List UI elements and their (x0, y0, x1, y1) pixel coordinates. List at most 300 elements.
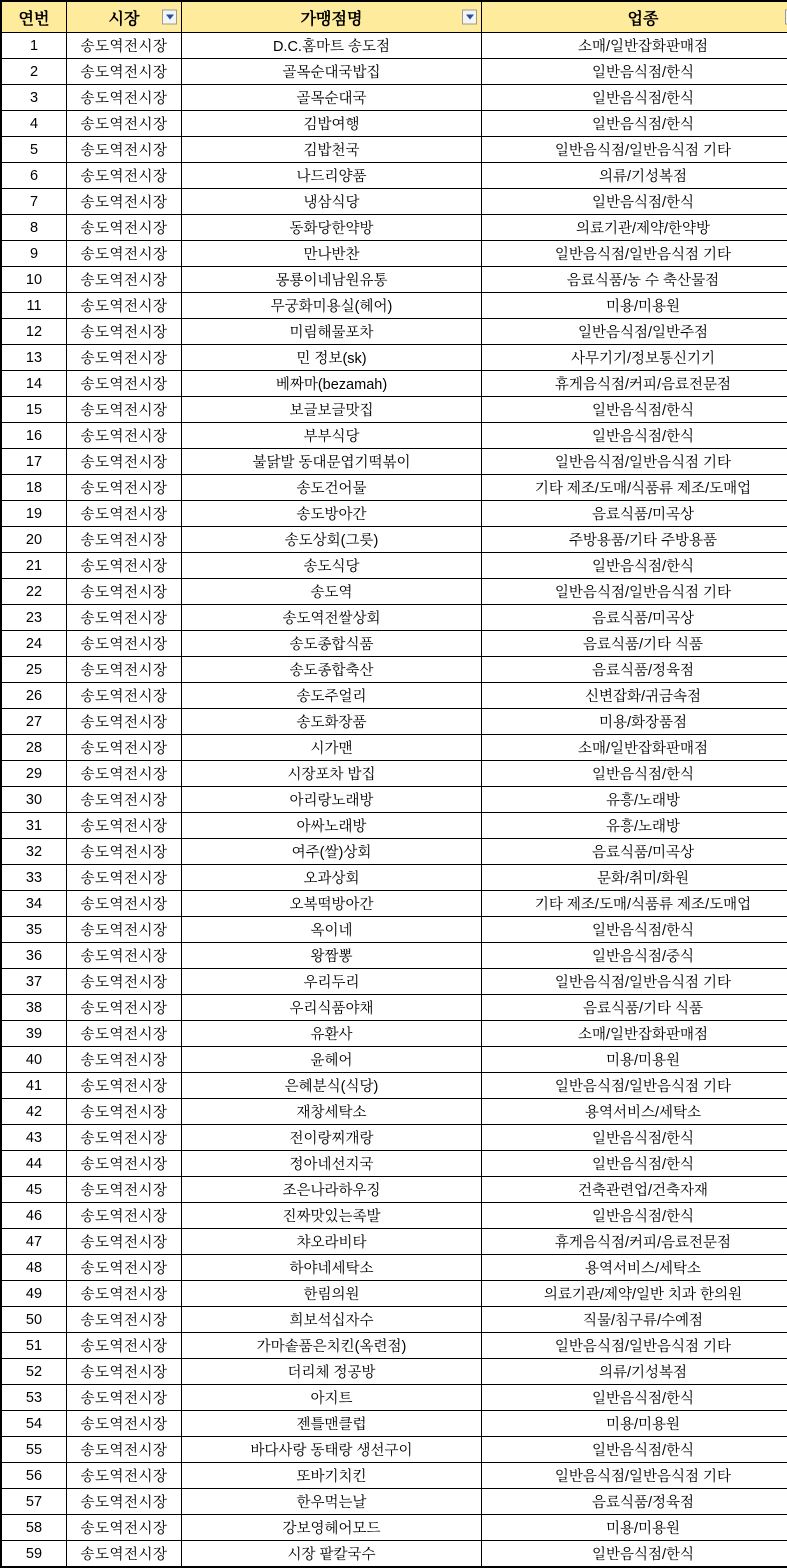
cell-no[interactable]: 37 (1, 969, 67, 995)
cell-market[interactable]: 송도역전시장 (67, 1411, 182, 1437)
cell-market[interactable]: 송도역전시장 (67, 1047, 182, 1073)
cell-business-type[interactable]: 용역서비스/세탁소 (482, 1099, 787, 1125)
cell-business-type[interactable]: 일반음식점/일반음식점 기타 (482, 1073, 787, 1099)
cell-market[interactable]: 송도역전시장 (67, 683, 182, 709)
cell-store-name[interactable]: 김밥여행 (182, 111, 482, 137)
cell-business-type[interactable]: 소매/일반잡화판매점 (482, 33, 787, 59)
cell-business-type[interactable]: 일반음식점/중식 (482, 943, 787, 969)
cell-store-name[interactable]: 챠오라비타 (182, 1229, 482, 1255)
cell-store-name[interactable]: 더리체 정공방 (182, 1359, 482, 1385)
cell-business-type[interactable]: 의료기관/제약/일반 치과 한의원 (482, 1281, 787, 1307)
cell-market[interactable]: 송도역전시장 (67, 1333, 182, 1359)
cell-business-type[interactable]: 소매/일반잡화판매점 (482, 735, 787, 761)
table-row[interactable] (1, 527, 787, 553)
cell-store-name[interactable]: 송도역 (182, 579, 482, 605)
table-row[interactable] (1, 241, 787, 267)
cell-no[interactable]: 10 (1, 267, 67, 293)
cell-business-type[interactable]: 기타 제조/도매/식품류 제조/도매업 (482, 891, 787, 917)
table-row[interactable] (1, 501, 787, 527)
cell-store-name[interactable]: 불닭발 동대문엽기떡볶이 (182, 449, 482, 475)
cell-no[interactable]: 55 (1, 1437, 67, 1463)
table-row[interactable] (1, 33, 787, 59)
cell-no[interactable]: 43 (1, 1125, 67, 1151)
cell-business-type[interactable]: 음료식품/미곡상 (482, 501, 787, 527)
cell-business-type[interactable]: 음료식품/미곡상 (482, 839, 787, 865)
cell-store-name[interactable]: 강보영헤어모드 (182, 1515, 482, 1541)
filter-dropdown-icon-market[interactable] (162, 10, 177, 25)
cell-no[interactable]: 9 (1, 241, 67, 267)
cell-store-name[interactable]: 아싸노래방 (182, 813, 482, 839)
cell-market[interactable]: 송도역전시장 (67, 839, 182, 865)
column-header-no[interactable] (1, 1, 67, 33)
cell-business-type[interactable]: 일반음식점/한식 (482, 1437, 787, 1463)
cell-store-name[interactable]: 조은나라하우징 (182, 1177, 482, 1203)
table-row[interactable] (1, 1463, 787, 1489)
cell-no[interactable]: 31 (1, 813, 67, 839)
table-row[interactable] (1, 813, 787, 839)
cell-no[interactable]: 50 (1, 1307, 67, 1333)
cell-store-name[interactable]: 재창세탁소 (182, 1099, 482, 1125)
cell-store-name[interactable]: 오과상회 (182, 865, 482, 891)
cell-business-type[interactable]: 일반음식점/일반음식점 기타 (482, 579, 787, 605)
cell-market[interactable]: 송도역전시장 (67, 579, 182, 605)
cell-store-name[interactable]: 또바기치킨 (182, 1463, 482, 1489)
table-row[interactable] (1, 475, 787, 501)
cell-store-name[interactable]: 동화당한약방 (182, 215, 482, 241)
cell-market[interactable]: 송도역전시장 (67, 787, 182, 813)
table-row[interactable] (1, 735, 787, 761)
cell-no[interactable]: 30 (1, 787, 67, 813)
cell-business-type[interactable]: 일반음식점/일반음식점 기타 (482, 449, 787, 475)
table-row[interactable] (1, 163, 787, 189)
cell-no[interactable]: 59 (1, 1541, 67, 1568)
cell-business-type[interactable]: 음료식품/기타 식품 (482, 631, 787, 657)
cell-market[interactable]: 송도역전시장 (67, 1099, 182, 1125)
cell-store-name[interactable]: 유환사 (182, 1021, 482, 1047)
cell-store-name[interactable]: 송도상회(그릇) (182, 527, 482, 553)
table-row[interactable] (1, 59, 787, 85)
cell-no[interactable]: 33 (1, 865, 67, 891)
cell-market[interactable]: 송도역전시장 (67, 1177, 182, 1203)
cell-market[interactable]: 송도역전시장 (67, 1437, 182, 1463)
cell-no[interactable]: 52 (1, 1359, 67, 1385)
cell-business-type[interactable]: 휴게음식점/커피/음료전문점 (482, 371, 787, 397)
table-row[interactable] (1, 683, 787, 709)
cell-no[interactable]: 35 (1, 917, 67, 943)
cell-market[interactable]: 송도역전시장 (67, 865, 182, 891)
cell-store-name[interactable]: 아리랑노래방 (182, 787, 482, 813)
table-row[interactable] (1, 995, 787, 1021)
cell-business-type[interactable]: 일반음식점/일반음식점 기타 (482, 1333, 787, 1359)
cell-market[interactable]: 송도역전시장 (67, 397, 182, 423)
cell-store-name[interactable]: 시가맨 (182, 735, 482, 761)
cell-store-name[interactable]: 송도방아간 (182, 501, 482, 527)
table-row[interactable] (1, 1359, 787, 1385)
cell-market[interactable]: 송도역전시장 (67, 345, 182, 371)
cell-no[interactable]: 25 (1, 657, 67, 683)
cell-market[interactable]: 송도역전시장 (67, 449, 182, 475)
cell-business-type[interactable]: 일반음식점/한식 (482, 761, 787, 787)
table-row[interactable] (1, 1307, 787, 1333)
cell-store-name[interactable]: 젠틀맨클럽 (182, 1411, 482, 1437)
cell-market[interactable]: 송도역전시장 (67, 553, 182, 579)
cell-store-name[interactable]: 송도건어물 (182, 475, 482, 501)
cell-store-name[interactable]: 바다사랑 동태랑 생선구이 (182, 1437, 482, 1463)
cell-market[interactable]: 송도역전시장 (67, 527, 182, 553)
cell-business-type[interactable]: 음료식품/농 수 축산물점 (482, 267, 787, 293)
cell-no[interactable]: 15 (1, 397, 67, 423)
cell-no[interactable]: 27 (1, 709, 67, 735)
table-row[interactable] (1, 267, 787, 293)
cell-store-name[interactable]: 시장 팥칼국수 (182, 1541, 482, 1568)
cell-business-type[interactable]: 소매/일반잡화판매점 (482, 1021, 787, 1047)
cell-no[interactable]: 48 (1, 1255, 67, 1281)
cell-no[interactable]: 2 (1, 59, 67, 85)
table-row[interactable] (1, 1021, 787, 1047)
cell-no[interactable]: 13 (1, 345, 67, 371)
cell-market[interactable]: 송도역전시장 (67, 1463, 182, 1489)
cell-no[interactable]: 40 (1, 1047, 67, 1073)
table-row[interactable] (1, 1437, 787, 1463)
table-row[interactable] (1, 943, 787, 969)
cell-business-type[interactable]: 일반음식점/한식 (482, 1203, 787, 1229)
cell-no[interactable]: 6 (1, 163, 67, 189)
cell-no[interactable]: 45 (1, 1177, 67, 1203)
cell-market[interactable]: 송도역전시장 (67, 475, 182, 501)
cell-market[interactable]: 송도역전시장 (67, 501, 182, 527)
cell-store-name[interactable]: 진짜맛있는족발 (182, 1203, 482, 1229)
cell-market[interactable]: 송도역전시장 (67, 995, 182, 1021)
cell-business-type[interactable]: 일반음식점/일반음식점 기타 (482, 1463, 787, 1489)
cell-store-name[interactable]: 몽룡이네남원유통 (182, 267, 482, 293)
cell-market[interactable]: 송도역전시장 (67, 1073, 182, 1099)
cell-market[interactable]: 송도역전시장 (67, 1359, 182, 1385)
cell-market[interactable]: 송도역전시장 (67, 1281, 182, 1307)
cell-market[interactable]: 송도역전시장 (67, 943, 182, 969)
cell-market[interactable]: 송도역전시장 (67, 137, 182, 163)
cell-market[interactable]: 송도역전시장 (67, 891, 182, 917)
table-row[interactable] (1, 1073, 787, 1099)
cell-store-name[interactable]: 아지트 (182, 1385, 482, 1411)
cell-business-type[interactable]: 신변잡화/귀금속점 (482, 683, 787, 709)
cell-market[interactable]: 송도역전시장 (67, 293, 182, 319)
cell-no[interactable]: 17 (1, 449, 67, 475)
table-row[interactable] (1, 345, 787, 371)
cell-business-type[interactable]: 일반음식점/한식 (482, 423, 787, 449)
cell-no[interactable]: 18 (1, 475, 67, 501)
cell-business-type[interactable]: 미용/화장품점 (482, 709, 787, 735)
table-row[interactable] (1, 1203, 787, 1229)
cell-no[interactable]: 26 (1, 683, 67, 709)
cell-store-name[interactable]: 한우먹는날 (182, 1489, 482, 1515)
cell-no[interactable]: 44 (1, 1151, 67, 1177)
cell-store-name[interactable]: 미림해물포차 (182, 319, 482, 345)
column-header-business-type[interactable] (482, 1, 787, 33)
cell-store-name[interactable]: 무궁화미용실(헤어) (182, 293, 482, 319)
cell-no[interactable]: 20 (1, 527, 67, 553)
cell-store-name[interactable]: 한림의원 (182, 1281, 482, 1307)
cell-store-name[interactable]: 옥이네 (182, 917, 482, 943)
table-row[interactable] (1, 1541, 787, 1568)
table-row[interactable] (1, 371, 787, 397)
filter-dropdown-icon-store-name[interactable] (462, 10, 477, 25)
cell-business-type[interactable]: 일반음식점/한식 (482, 553, 787, 579)
cell-market[interactable]: 송도역전시장 (67, 761, 182, 787)
cell-no[interactable]: 11 (1, 293, 67, 319)
cell-business-type[interactable]: 직물/침구류/수예점 (482, 1307, 787, 1333)
cell-no[interactable]: 41 (1, 1073, 67, 1099)
cell-business-type[interactable]: 일반음식점/일반주점 (482, 319, 787, 345)
cell-market[interactable]: 송도역전시장 (67, 1489, 182, 1515)
cell-market[interactable]: 송도역전시장 (67, 1021, 182, 1047)
cell-no[interactable]: 1 (1, 33, 67, 59)
cell-business-type[interactable]: 미용/미용원 (482, 1047, 787, 1073)
table-row[interactable] (1, 1229, 787, 1255)
table-row[interactable] (1, 1099, 787, 1125)
cell-store-name[interactable]: 냉삼식당 (182, 189, 482, 215)
cell-store-name[interactable]: 송도화장품 (182, 709, 482, 735)
cell-market[interactable]: 송도역전시장 (67, 163, 182, 189)
cell-market[interactable]: 송도역전시장 (67, 33, 182, 59)
table-row[interactable] (1, 1047, 787, 1073)
cell-no[interactable]: 49 (1, 1281, 67, 1307)
cell-store-name[interactable]: 희보석십자수 (182, 1307, 482, 1333)
cell-market[interactable]: 송도역전시장 (67, 423, 182, 449)
table-row[interactable] (1, 1255, 787, 1281)
table-row[interactable] (1, 111, 787, 137)
cell-market[interactable]: 송도역전시장 (67, 1151, 182, 1177)
cell-market[interactable]: 송도역전시장 (67, 1229, 182, 1255)
cell-store-name[interactable]: 김밥천국 (182, 137, 482, 163)
table-row[interactable] (1, 891, 787, 917)
cell-market[interactable]: 송도역전시장 (67, 371, 182, 397)
cell-store-name[interactable]: 정아네선지국 (182, 1151, 482, 1177)
cell-store-name[interactable]: D.C.홈마트 송도점 (182, 33, 482, 59)
cell-store-name[interactable]: 은혜분식(식당) (182, 1073, 482, 1099)
table-row[interactable] (1, 1385, 787, 1411)
cell-no[interactable]: 56 (1, 1463, 67, 1489)
table-row[interactable] (1, 631, 787, 657)
table-row[interactable] (1, 1281, 787, 1307)
cell-store-name[interactable]: 송도식당 (182, 553, 482, 579)
cell-store-name[interactable]: 골목순대국 (182, 85, 482, 111)
cell-store-name[interactable]: 여주(쌀)상회 (182, 839, 482, 865)
cell-store-name[interactable]: 골목순대국밥집 (182, 59, 482, 85)
cell-market[interactable]: 송도역전시장 (67, 1541, 182, 1568)
cell-store-name[interactable]: 송도주얼리 (182, 683, 482, 709)
cell-no[interactable]: 38 (1, 995, 67, 1021)
table-row[interactable] (1, 215, 787, 241)
table-row[interactable] (1, 1125, 787, 1151)
column-header-market[interactable] (67, 1, 182, 33)
cell-business-type[interactable]: 일반음식점/한식 (482, 1125, 787, 1151)
table-row[interactable] (1, 657, 787, 683)
table-row[interactable] (1, 839, 787, 865)
table-row[interactable] (1, 1151, 787, 1177)
cell-no[interactable]: 29 (1, 761, 67, 787)
cell-business-type[interactable]: 음료식품/미곡상 (482, 605, 787, 631)
table-row[interactable] (1, 787, 787, 813)
column-header-store-name[interactable] (182, 1, 482, 33)
table-row[interactable] (1, 423, 787, 449)
cell-no[interactable]: 53 (1, 1385, 67, 1411)
cell-market[interactable]: 송도역전시장 (67, 241, 182, 267)
cell-market[interactable]: 송도역전시장 (67, 85, 182, 111)
cell-business-type[interactable]: 미용/미용원 (482, 293, 787, 319)
cell-business-type[interactable]: 일반음식점/일반음식점 기타 (482, 241, 787, 267)
cell-business-type[interactable]: 미용/미용원 (482, 1411, 787, 1437)
cell-market[interactable]: 송도역전시장 (67, 1515, 182, 1541)
cell-market[interactable]: 송도역전시장 (67, 657, 182, 683)
cell-business-type[interactable]: 음료식품/기타 식품 (482, 995, 787, 1021)
cell-store-name[interactable]: 만나반찬 (182, 241, 482, 267)
cell-business-type[interactable]: 일반음식점/한식 (482, 189, 787, 215)
cell-no[interactable]: 57 (1, 1489, 67, 1515)
cell-no[interactable]: 24 (1, 631, 67, 657)
table-row[interactable] (1, 579, 787, 605)
cell-store-name[interactable]: 부부식당 (182, 423, 482, 449)
table-row[interactable] (1, 605, 787, 631)
cell-market[interactable]: 송도역전시장 (67, 319, 182, 345)
cell-business-type[interactable]: 유흥/노래방 (482, 787, 787, 813)
cell-market[interactable]: 송도역전시장 (67, 1385, 182, 1411)
cell-no[interactable]: 32 (1, 839, 67, 865)
table-row[interactable] (1, 137, 787, 163)
cell-business-type[interactable]: 일반음식점/한식 (482, 397, 787, 423)
cell-no[interactable]: 7 (1, 189, 67, 215)
table-row[interactable] (1, 1489, 787, 1515)
cell-market[interactable]: 송도역전시장 (67, 267, 182, 293)
table-row[interactable] (1, 449, 787, 475)
cell-store-name[interactable]: 하야네세탁소 (182, 1255, 482, 1281)
cell-market[interactable]: 송도역전시장 (67, 709, 182, 735)
cell-store-name[interactable]: 송도역전쌀상회 (182, 605, 482, 631)
cell-no[interactable]: 23 (1, 605, 67, 631)
cell-store-name[interactable]: 윤헤어 (182, 1047, 482, 1073)
cell-no[interactable]: 54 (1, 1411, 67, 1437)
table-row[interactable] (1, 917, 787, 943)
cell-store-name[interactable]: 송도종합식품 (182, 631, 482, 657)
table-row[interactable] (1, 319, 787, 345)
cell-business-type[interactable]: 일반음식점/한식 (482, 917, 787, 943)
cell-no[interactable]: 28 (1, 735, 67, 761)
cell-no[interactable]: 21 (1, 553, 67, 579)
cell-business-type[interactable]: 일반음식점/한식 (482, 59, 787, 85)
cell-market[interactable]: 송도역전시장 (67, 1125, 182, 1151)
cell-business-type[interactable]: 일반음식점/일반음식점 기타 (482, 137, 787, 163)
cell-market[interactable]: 송도역전시장 (67, 631, 182, 657)
table-row[interactable] (1, 293, 787, 319)
cell-no[interactable]: 34 (1, 891, 67, 917)
cell-store-name[interactable]: 전이랑찌개랑 (182, 1125, 482, 1151)
cell-business-type[interactable]: 음료식품/정육점 (482, 1489, 787, 1515)
table-row[interactable] (1, 1333, 787, 1359)
cell-business-type[interactable]: 음료식품/정육점 (482, 657, 787, 683)
cell-store-name[interactable]: 송도종합축산 (182, 657, 482, 683)
cell-no[interactable]: 47 (1, 1229, 67, 1255)
table-row[interactable] (1, 553, 787, 579)
cell-store-name[interactable]: 왕짬뽕 (182, 943, 482, 969)
cell-business-type[interactable]: 의료기관/제약/한약방 (482, 215, 787, 241)
cell-market[interactable]: 송도역전시장 (67, 1203, 182, 1229)
cell-business-type[interactable]: 사무기기/정보통신기기 (482, 345, 787, 371)
cell-business-type[interactable]: 의류/기성복점 (482, 163, 787, 189)
cell-market[interactable]: 송도역전시장 (67, 969, 182, 995)
cell-market[interactable]: 송도역전시장 (67, 735, 182, 761)
cell-no[interactable]: 39 (1, 1021, 67, 1047)
cell-market[interactable]: 송도역전시장 (67, 917, 182, 943)
cell-business-type[interactable]: 일반음식점/한식 (482, 85, 787, 111)
cell-store-name[interactable]: 우리두리 (182, 969, 482, 995)
cell-market[interactable]: 송도역전시장 (67, 59, 182, 85)
cell-market[interactable]: 송도역전시장 (67, 189, 182, 215)
table-row[interactable] (1, 1411, 787, 1437)
cell-business-type[interactable]: 미용/미용원 (482, 1515, 787, 1541)
cell-no[interactable]: 4 (1, 111, 67, 137)
table-row[interactable] (1, 969, 787, 995)
cell-no[interactable]: 3 (1, 85, 67, 111)
cell-business-type[interactable]: 기타 제조/도매/식품류 제조/도매업 (482, 475, 787, 501)
cell-business-type[interactable]: 일반음식점/한식 (482, 1151, 787, 1177)
table-row[interactable] (1, 85, 787, 111)
table-row[interactable] (1, 709, 787, 735)
cell-market[interactable]: 송도역전시장 (67, 215, 182, 241)
table-row[interactable] (1, 1177, 787, 1203)
table-row[interactable] (1, 1515, 787, 1541)
cell-business-type[interactable]: 일반음식점/한식 (482, 1385, 787, 1411)
cell-business-type[interactable]: 의류/기성복점 (482, 1359, 787, 1385)
cell-store-name[interactable]: 민 정보(sk) (182, 345, 482, 371)
table-row[interactable] (1, 189, 787, 215)
cell-business-type[interactable]: 일반음식점/일반음식점 기타 (482, 969, 787, 995)
cell-market[interactable]: 송도역전시장 (67, 605, 182, 631)
cell-store-name[interactable]: 보글보글맛집 (182, 397, 482, 423)
cell-market[interactable]: 송도역전시장 (67, 1255, 182, 1281)
cell-no[interactable]: 19 (1, 501, 67, 527)
table-row[interactable] (1, 397, 787, 423)
cell-no[interactable]: 14 (1, 371, 67, 397)
cell-no[interactable]: 5 (1, 137, 67, 163)
cell-business-type[interactable]: 문화/취미/화원 (482, 865, 787, 891)
cell-market[interactable]: 송도역전시장 (67, 111, 182, 137)
cell-business-type[interactable]: 용역서비스/세탁소 (482, 1255, 787, 1281)
cell-business-type[interactable]: 건축관련업/건축자재 (482, 1177, 787, 1203)
cell-no[interactable]: 36 (1, 943, 67, 969)
cell-business-type[interactable]: 일반음식점/한식 (482, 111, 787, 137)
cell-no[interactable]: 42 (1, 1099, 67, 1125)
cell-store-name[interactable]: 베짜마(bezamah) (182, 371, 482, 397)
cell-market[interactable]: 송도역전시장 (67, 1307, 182, 1333)
table-row[interactable] (1, 865, 787, 891)
cell-no[interactable]: 16 (1, 423, 67, 449)
cell-no[interactable]: 8 (1, 215, 67, 241)
cell-business-type[interactable]: 일반음식점/한식 (482, 1541, 787, 1568)
cell-market[interactable]: 송도역전시장 (67, 813, 182, 839)
cell-no[interactable]: 51 (1, 1333, 67, 1359)
cell-store-name[interactable]: 오복떡방아간 (182, 891, 482, 917)
cell-no[interactable]: 46 (1, 1203, 67, 1229)
table-row[interactable] (1, 761, 787, 787)
cell-business-type[interactable]: 휴게음식점/커피/음료전문점 (482, 1229, 787, 1255)
cell-no[interactable]: 58 (1, 1515, 67, 1541)
cell-store-name[interactable]: 나드리양품 (182, 163, 482, 189)
cell-business-type[interactable]: 주방용품/기타 주방용품 (482, 527, 787, 553)
cell-no[interactable]: 12 (1, 319, 67, 345)
cell-store-name[interactable]: 시장포차 밥집 (182, 761, 482, 787)
cell-store-name[interactable]: 우리식품야채 (182, 995, 482, 1021)
cell-business-type[interactable]: 유흥/노래방 (482, 813, 787, 839)
cell-store-name[interactable]: 가마솥품은치킨(옥련점) (182, 1333, 482, 1359)
